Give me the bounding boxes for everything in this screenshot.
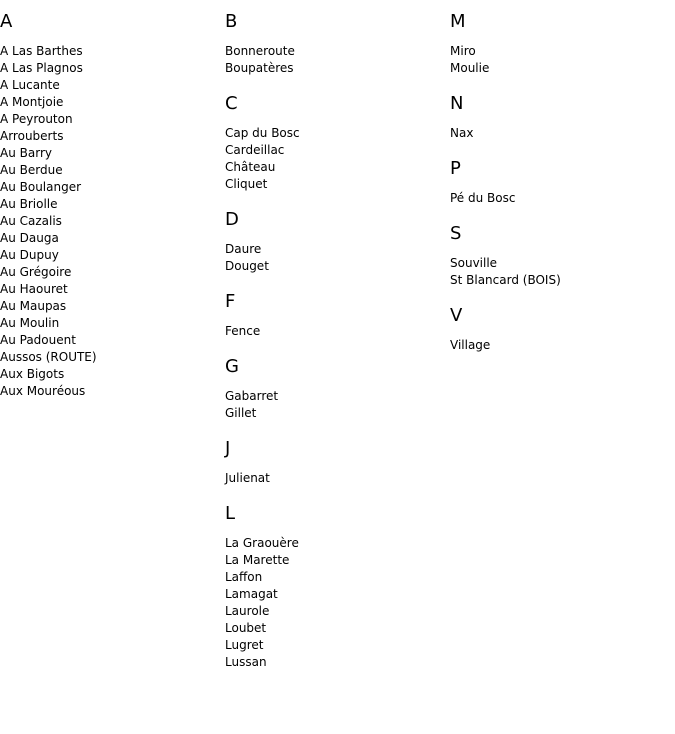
letter-heading: N [450,93,464,114]
list-item [450,272,670,289]
place-name-link[interactable]: Au Dauga [0,231,59,245]
place-name-list [225,125,445,193]
letter-group-l [225,503,445,671]
place-name-link[interactable]: Pé du Bosc [450,191,516,205]
place-name-list [450,190,670,207]
list-item [225,388,445,405]
list-item [0,94,220,111]
place-name-link[interactable]: Au Haouret [0,282,68,296]
place-name-link[interactable]: A Las Plagnos [0,61,83,75]
list-item [450,43,670,60]
place-name-link[interactable]: Lussan [225,655,267,669]
list-item [450,255,670,272]
letter-group-v [450,305,670,354]
letter-heading: V [450,305,463,326]
list-item [0,383,220,400]
list-item [0,60,220,77]
letter-group-f [225,291,445,340]
list-item [0,128,220,145]
place-name-link[interactable]: A Lucante [0,78,60,92]
place-name-link[interactable]: Au Cazalis [0,214,62,228]
letter-group-n [450,93,670,142]
place-name-link[interactable]: Aux Mouréous [0,384,86,398]
list-item [0,179,220,196]
letter-heading: B [225,11,238,32]
place-name-link[interactable]: Au Briolle [0,197,58,211]
letter-heading: L [225,503,236,524]
place-name-link[interactable]: Nax [450,126,474,140]
list-item [225,125,445,142]
list-item [225,258,445,275]
place-name-link[interactable]: Au Dupuy [0,248,59,262]
letter-heading: D [225,209,239,230]
place-name-list [450,255,670,289]
place-name-link[interactable]: Au Maupas [0,299,67,313]
place-name-link[interactable]: Cliquet [225,177,268,191]
list-item [225,637,445,654]
place-name-link[interactable]: Julienat [225,471,270,485]
place-name-link[interactable]: Village [450,338,491,352]
place-name-link[interactable]: A Peyrouton [0,112,73,126]
place-name-link[interactable]: Château [225,160,276,174]
place-name-link[interactable]: Au Berdue [0,163,63,177]
list-item [0,315,220,332]
place-name-list [225,323,445,340]
list-item [0,332,220,349]
list-item [450,190,670,207]
letter-group-d [225,209,445,275]
letter-heading: P [450,158,461,179]
place-name-link[interactable]: Gabarret [225,389,279,403]
letter-heading: J [225,438,231,459]
letter-heading: G [225,356,239,377]
list-item [450,337,670,354]
letter-heading: C [225,93,238,114]
place-name-link[interactable]: Au Moulin [0,316,60,330]
list-item [225,176,445,193]
list-item [225,43,445,60]
list-item [0,111,220,128]
list-item [225,159,445,176]
list-item [0,196,220,213]
place-name-list [225,43,445,77]
place-name-link[interactable]: Miro [450,44,476,58]
list-item [225,142,445,159]
place-name-link[interactable]: Arrouberts [0,129,64,143]
column-1 [0,0,220,416]
letter-group-p [450,158,670,207]
letter-group-b [225,11,445,77]
list-item [225,586,445,603]
place-name-link[interactable]: Aussos (ROUTE) [0,350,97,364]
list-item [225,654,445,671]
place-name-link[interactable]: Gillet [225,406,257,420]
list-item [0,247,220,264]
list-item [0,43,220,60]
list-item [225,241,445,258]
letter-group-s [450,223,670,289]
place-name-link[interactable]: Boupatères [225,61,294,75]
place-name-link[interactable]: Douget [225,259,269,273]
list-item [225,535,445,552]
place-name-link[interactable]: Fence [225,324,261,338]
place-name-link[interactable]: Au Barry [0,146,52,160]
list-item [225,405,445,422]
column-2 [225,0,445,687]
place-name-link[interactable]: Lamagat [225,587,278,601]
letter-heading: S [450,223,462,244]
place-name-list [450,337,670,354]
place-name-link[interactable]: St Blancard (BOIS) [450,273,561,287]
place-name-list [0,43,220,400]
list-item [225,470,445,487]
place-name-link[interactable]: Aux Bigots [0,367,65,381]
place-name-link[interactable]: A Las Barthes [0,44,83,58]
letter-group-m [450,11,670,77]
list-item [0,366,220,383]
letter-group-c [225,93,445,193]
list-item [0,298,220,315]
place-name-link[interactable]: Laffon [225,570,263,584]
list-item [225,569,445,586]
place-name-list [450,125,670,142]
place-name-list [225,470,445,487]
place-name-list [225,241,445,275]
letter-group-j [225,438,445,487]
list-item [225,60,445,77]
place-name-list [225,388,445,422]
list-item [0,281,220,298]
place-name-link[interactable]: Au Boulanger [0,180,82,194]
letter-heading: M [450,11,466,32]
list-item [0,264,220,281]
list-item [225,603,445,620]
letter-group-g [225,356,445,422]
list-item [0,349,220,366]
list-item [0,77,220,94]
list-item [0,213,220,230]
place-name-link[interactable]: Au Padouent [0,333,76,347]
column-3 [450,0,670,370]
place-name-link[interactable]: La Marette [225,553,290,567]
letter-group-a [0,11,220,400]
place-name-link[interactable]: Moulie [450,61,490,75]
list-item [0,162,220,179]
place-name-link[interactable]: Au Grégoire [0,265,72,279]
letter-heading: A [0,11,13,32]
letter-heading: F [225,291,236,312]
list-item [225,620,445,637]
place-name-link[interactable]: Daure [225,242,262,256]
list-item [450,125,670,142]
place-name-link[interactable]: Bonneroute [225,44,295,58]
place-name-link[interactable]: Loubet [225,621,267,635]
list-item [0,230,220,247]
place-name-link[interactable]: Laurole [225,604,270,618]
place-name-list [450,43,670,77]
place-name-link[interactable]: Cardeillac [225,143,285,157]
list-item [225,323,445,340]
place-name-link[interactable]: A Montjoie [0,95,64,109]
list-item [450,60,670,77]
place-name-link[interactable]: Cap du Bosc [225,126,300,140]
place-name-link[interactable]: La Graouère [225,536,299,550]
place-name-link[interactable]: Lugret [225,638,264,652]
place-name-link[interactable]: Souville [450,256,498,270]
list-item [225,552,445,569]
list-item [0,145,220,162]
place-name-list [225,535,445,671]
